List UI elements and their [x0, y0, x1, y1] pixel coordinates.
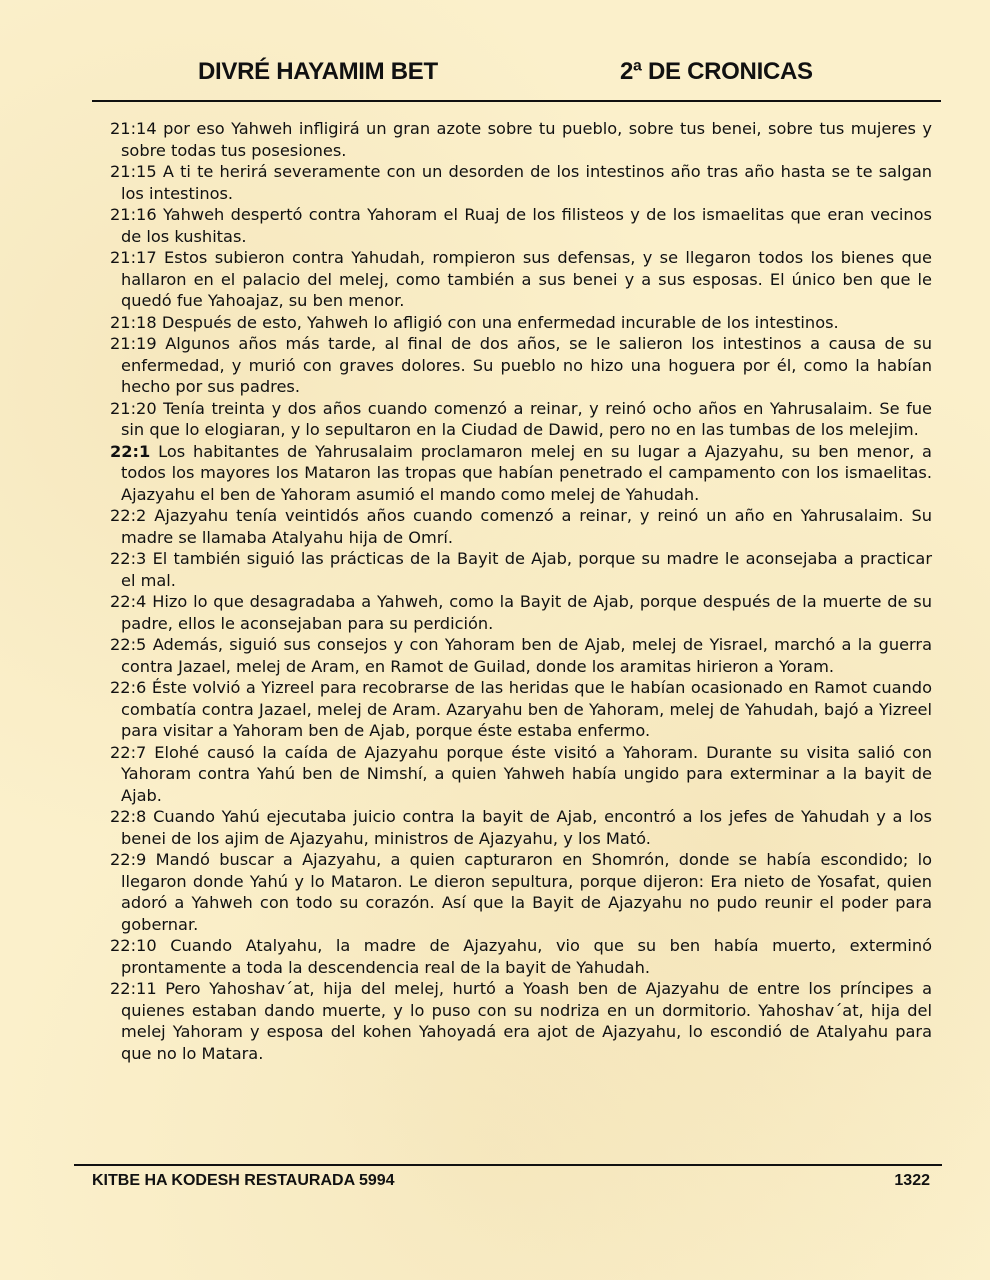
verse [110, 161, 932, 204]
verse-text: Tenía treinta y dos años cuando comenzó a reinar, y reinó ocho años en Yahrusalaim. Se fue sin que lo elogiaran, y lo sepultaron en la Ciudad de Dawid, pero no en las tumbas de los melejim. [121, 398, 932, 439]
verse-ref: 22:5 [110, 635, 147, 654]
verse [110, 398, 932, 441]
verse [110, 548, 932, 591]
verse-text: Algunos años más tarde, al final de dos años, se le salieron los intestinos a causa de su enfermedad, y murió con graves dolores. Su pueblo no hizo una hoguera por él, como la habían hecho por sus padres. [121, 334, 932, 396]
verse-ref: 22:4 [110, 592, 147, 611]
verse-text: A ti te herirá severamente con un desorden de los intestinos año tras año hasta se te salgan los intestinos. [121, 162, 932, 203]
verse-ref: 22:11 [110, 979, 157, 998]
verse-list [110, 118, 932, 1064]
verse-ref: 21:20 [110, 398, 157, 418]
verse [110, 806, 932, 849]
verse-text: Cuando Yahú ejecutaba juicio contra la bayit de Ajab, encontró a los jefes de Yahudah y a los benei de los ajim de Ajazyahu, ministros de Ajazyahu, y los Mató. [121, 807, 932, 848]
verse [110, 677, 932, 742]
verse-ref: 21:17 [110, 248, 157, 267]
book-title: DIVRÉ HAYAMIM BET [198, 58, 438, 85]
verse-text: El también siguió las prácticas de la Bayit de Ajab, porque su madre le aconsejaba a practicar el mal. [121, 549, 932, 590]
verse [110, 333, 932, 398]
verse [110, 849, 932, 935]
verse [110, 742, 932, 807]
verse-ref: 21:18 [110, 312, 157, 332]
verse-text: Yahweh despertó contra Yahoram el Ruaj de los filisteos y de los ismaelitas que eran vecinos de los kushitas. [121, 205, 932, 246]
verse-ref: 21:14 [110, 119, 157, 138]
book-subtitle: 2ª DE CRONICAS [620, 58, 813, 85]
verse-text: Después de esto, Yahweh lo afligió con una enfermedad incurable de los intestinos. [161, 312, 839, 332]
verse-ref: 22:10 [110, 936, 157, 955]
edition-label: KITBE HA KODESH RESTAURADA 5994 [92, 1172, 395, 1189]
page-number: 1322 [894, 1172, 930, 1189]
verse-text: Éste volvió a Yizreel para recobrarse de las heridas que le habían ocasionado en Ramot cuando combatía contra Jazael, melej de Aram. Azaryahu ben de Yahoram, melej de Yahudah, bajó a Yizreel para visitar a Yahoram ben de Ajab, porque éste estaba enfermo. [121, 678, 932, 740]
verse [110, 935, 932, 978]
verse-text: Ajazyahu tenía veintidós años cuando comenzó a reinar, y reinó un año en Yahrusalaim. Su madre se llamaba Atalyahu hija de Omrí. [121, 506, 932, 547]
verse-text: Estos subieron contra Yahudah, rompieron sus defensas, y se llegaron todos los bienes que hallaron en el palacio del melej, como también a sus benei y a sus esposas. El único ben que le quedó fue Yahoajaz, su ben menor. [121, 248, 932, 310]
verse-text: Elohé causó la caída de Ajazyahu porque éste visitó a Yahoram. Durante su visita salió con Yahoram contra Yahú ben de Nimshí, a quien Yahweh había ungido para exterminar a la bayit de Ajab. [121, 742, 932, 805]
header-divider [92, 100, 941, 102]
verse [110, 978, 932, 1064]
verse-text: Hizo lo que desagradaba a Yahweh, como la Bayit de Ajab, porque después de la muerte de su padre, ellos le aconsejaban para su perdición. [121, 592, 932, 633]
verse [110, 247, 932, 312]
verse-ref: 22:9 [110, 850, 147, 869]
verse [110, 441, 932, 506]
verse-ref: 22:7 [110, 742, 147, 762]
verse [110, 312, 932, 334]
verse [110, 591, 932, 634]
verse-ref: 22:6 [110, 678, 147, 697]
verse-ref: 22:3 [110, 549, 147, 568]
verse-ref: 21:19 [110, 334, 157, 353]
verse-ref: 22:1 [110, 441, 151, 461]
verse [110, 118, 932, 161]
verse [110, 204, 932, 247]
verse-text: Los habitantes de Yahrusalaim proclamaron melej en su lugar a Ajazyahu, su ben menor, a todos los mayores los Mataron las tropas que habían penetrado el campamento con los ismaelitas. Ajazyahu el ben de Yahoram asumió el mando como melej de Yahudah. [121, 441, 932, 504]
verse [110, 505, 932, 548]
verse-ref: 22:2 [110, 506, 147, 525]
verse-text: Además, siguió sus consejos y con Yahoram ben de Ajab, melej de Yisrael, marchó a la guerra contra Jazael, melej de Aram, en Ramot de Guilad, donde los aramitas hirieron a Yoram. [121, 635, 932, 676]
footer-divider [74, 1164, 942, 1166]
verse-text: Pero Yahoshav´at, hija del melej, hurtó a Yoash ben de Ajazyahu de entre los príncipes a quienes estaban dando muerte, y lo puso con su nodriza en un dormitorio. Yahoshav´at, hija del melej Yahoram y esposa del kohen Yahoyadá era ajot de Ajazyahu, lo escondió de Atalyahu para que no lo Matara. [121, 979, 932, 1063]
verse-ref: 21:15 [110, 162, 157, 181]
verse [110, 634, 932, 677]
verse-text: Mandó buscar a Ajazyahu, a quien capturaron en Shomrón, donde se había escondido; lo llegaron donde Yahú y lo Mataron. Le dieron sepultura, porque dijeron: Era nieto de Yosafat, quien adoró a Yahweh con todo su corazón. Así que la Bayit de Ajazyahu no pudo reunir el poder para gobernar. [121, 850, 932, 934]
page-header [92, 58, 940, 98]
verse-text: Cuando Atalyahu, la madre de Ajazyahu, vio que su ben había muerto, exterminó prontamente a toda la descendencia real de la bayit de Yahudah. [121, 936, 932, 977]
verse-ref: 22:8 [110, 807, 147, 826]
verse-text: por eso Yahweh infligirá un gran azote sobre tu pueblo, sobre tus benei, sobre tus mujeres y sobre todas tus posesiones. [121, 119, 932, 160]
verse-ref: 21:16 [110, 205, 157, 224]
